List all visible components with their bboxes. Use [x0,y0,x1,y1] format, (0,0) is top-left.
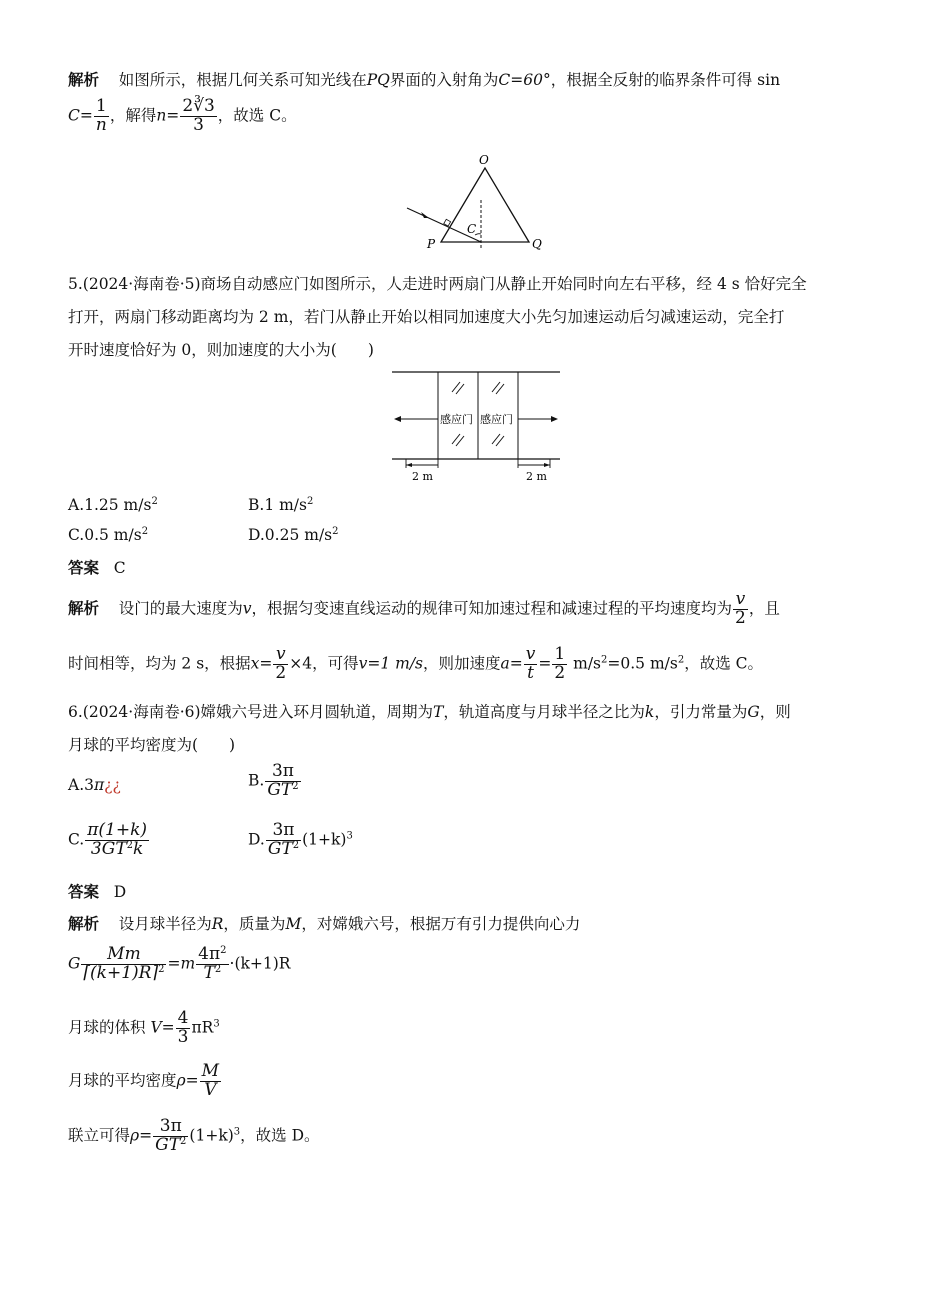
frac-num: 3π [266,822,301,841]
sup: 3 [213,1018,220,1030]
q4-den-3: 3 [193,114,204,135]
q6-stem-line1 [68,700,791,722]
q5-option-a-text: A.1.25 m/s [68,496,152,514]
q6-k: k [644,703,655,721]
dim-left-arrow [406,463,412,467]
sup: 2 [220,945,227,956]
q5-analysis-1b: ，根据匀变速直线运动的规律可知加速过程和减速过程的平均速度均为 [251,599,733,618]
analysis-label: 解析 [68,599,100,618]
sup: 2 [158,963,165,975]
q5-option-c[interactable] [68,526,148,544]
sup: 2 [601,654,608,666]
q6-G: G [747,703,760,721]
q5-analysis-line2 [68,646,763,683]
frac-den: T [203,962,215,983]
q4-choose: ，故选 C。 [217,106,297,125]
frac-den: GT [155,1134,181,1155]
label-Q: Q [532,237,542,251]
q6-answer-value: D [113,883,127,901]
q6-final [68,1118,320,1155]
q6-line1c: ，引力常量为 [654,703,748,721]
door-figure [388,364,563,486]
q5-analysis-1a: 设门的最大速度为 [118,599,243,618]
M: M [285,915,302,933]
frac-num: 1 [554,644,566,664]
frac-den: 2 [275,662,287,683]
sup: 2 [292,839,300,851]
q4-text-a: 如图所示，根据几何关系可知光线在 [118,71,367,89]
frac-num: v [525,644,536,664]
frac-num: π(1+k) [87,820,148,840]
sup: 2 [151,496,158,507]
sup: 2 [306,496,314,507]
q6-option-b-text: B. [248,771,265,790]
q4-analysis-line2 [68,98,297,135]
q5-stem-line3: 开时速度恰好为 0，则加速度的大小为( ) [68,341,374,359]
sup: 2 [180,1135,187,1147]
q4-cube-root: ∛3 [193,96,215,116]
q5-option-d[interactable] [248,526,339,544]
final-tail: (1+k) [189,1126,234,1145]
dim-right-label: 2 m [526,470,547,483]
sup: 2 [141,526,149,537]
q5-choose: ，故选 C。 [684,654,764,673]
q4-frac-num: 1 [94,98,109,117]
density-label: 月球的平均密度 [68,1071,177,1090]
sup: 3 [233,1126,241,1138]
rho-eq: ρ= [176,1071,199,1090]
answer-label: 答案 [68,559,100,577]
label-C: C [467,222,477,236]
final-choose: ，故选 D。 [240,1126,320,1145]
garbled-glyphs: ¿¿ [104,776,121,794]
frac-den: 3 [177,1026,189,1047]
arrow-right-head [551,416,558,422]
label-O: O [479,153,489,167]
q6-option-c[interactable] [68,822,150,859]
q5-option-d-text: D.0.25 m/s [248,526,333,544]
q5-frac-vt [524,646,538,683]
q5-answer [68,556,126,578]
q5-option-c-text: C.0.5 m/s [68,526,142,544]
label-P: P [427,237,436,251]
q6-option-b[interactable] [248,763,302,800]
q4-frac-den: n [95,114,107,135]
frac-den: 2 [735,607,746,628]
equals: = [538,654,552,673]
q4-analysis-line1 [68,68,780,90]
q5-option-b[interactable] [248,496,313,514]
q6-frac-gravity [81,946,166,983]
q6-frac-b [265,763,300,800]
q5-option-a[interactable] [68,496,158,514]
q5-x-eq: x= [250,654,273,673]
q5-v-eq: v=1 m/s [358,654,424,673]
frac-num: M [201,1061,220,1081]
q4-frac-1n [94,98,109,135]
q5-frac-12 [552,646,567,683]
frac-den: GT [267,779,293,800]
frac-den: GT [267,838,293,859]
q5-v: v [242,599,252,618]
q5-unit: m/s [573,654,602,673]
prism-triangle [441,168,529,242]
sup: 2 [214,963,222,975]
q5-stem-line1: 5.(2024·海南卷·5)商场自动感应门如图所示，人走进时两扇门从静止开始同时向左右平移，经 4 s 恰好完全 [68,275,807,293]
q5-frac-v2 [733,591,748,628]
q5-answer-value: C [113,559,126,577]
answer-label: 答案 [68,883,100,901]
q6-analysis-line1 [68,912,580,934]
analysis-label: 解析 [68,915,100,933]
q6-frac-final [153,1118,188,1155]
R: R [211,915,224,933]
q6-frac-4pi2 [196,946,228,983]
q6-analysis-c: ，对嫦娥六号，根据万有引力提供向心力 [301,915,581,933]
frac-num: v [276,644,286,664]
q6-equation-gravity [68,946,290,983]
q4-solve: ，解得 [109,106,157,125]
q5-times4: ×4，可得 [289,654,359,673]
q5-analysis-line1 [68,591,780,628]
frac-num: v [735,589,746,609]
sup: 2 [126,839,134,851]
q6-frac-MV [200,1063,221,1100]
frac-num: Mm [107,944,141,964]
frac-den: V [204,1079,217,1100]
eq-tail: ·(k+1)R [229,954,291,973]
q6-option-d[interactable] [248,822,353,859]
q6-density [68,1063,222,1100]
q6-option-a-text: A.3 [68,776,94,794]
dim-left-label: 2 m [412,470,433,483]
q6-stem-line2: 月球的平均密度为( ) [68,736,236,754]
q4-text-b: 界面的入射角为 [389,71,499,89]
arrow-left-head [394,416,401,422]
frac-num: 4 [177,1008,189,1028]
frac-num: 4π [198,944,221,964]
frac-den: 3GT [90,838,127,859]
one-plus-k: (1+k) [302,830,347,849]
q4-num-2: 2 [182,96,194,116]
q5-result: =0.5 m/s [607,654,678,673]
rho-eq: ρ= [130,1126,153,1145]
q6-option-a[interactable] [68,776,121,794]
q5-analysis-2b: ，则加速度 [423,654,501,673]
q6-analysis-b: ，质量为 [223,915,286,933]
q5-frac-v2b [273,646,288,683]
q6-frac-c [85,822,149,859]
door-right-label: 感应门 [480,413,513,426]
q6-option-c-text: C. [68,830,85,849]
piR: πR [191,1018,214,1037]
q6-analysis: 设月球半径为 [118,915,212,933]
G: G [68,954,81,973]
q4-c-eq: C= [68,106,93,125]
q5-a-eq: a= [500,654,523,673]
sup: 3 [346,830,353,842]
q4-c60: C=60° [498,71,551,89]
prism-figure [395,150,560,255]
q5-analysis-2a: 时间相等，均为 2 s，根据 [68,654,251,673]
final-label: 联立可得 [68,1126,131,1145]
dim-right-arrow [544,463,550,467]
pi: π [93,776,105,794]
q6-line1b: ，轨道高度与月球半径之比为 [443,703,645,721]
q4-pq: PQ [366,71,390,89]
frac-den: 2 [554,662,566,683]
analysis-label: 解析 [68,71,100,89]
V-eq: V= [150,1018,175,1037]
frac-den: t [527,662,534,683]
q6-volume [68,1010,220,1047]
q4-frac-result [180,98,216,135]
q6-frac-d [266,822,301,859]
q6-frac-43 [176,1010,191,1047]
q4-text-c: ，根据全反射的临界条件可得 sin [550,71,781,89]
frac-num: 3π [153,1118,188,1137]
equals-m: =m [167,954,196,973]
volume-label: 月球的体积 [68,1018,146,1037]
sup: 2 [292,780,299,792]
q6-T: T [433,703,444,721]
frac-den: ⌈(k+1)R⌉ [83,962,159,983]
q6-line1d: ，则 [759,703,791,721]
q6-option-d-text: D. [248,830,265,849]
k: k [133,838,144,859]
sup: 2 [332,526,339,537]
q5-analysis-1c: ，且 [748,599,780,618]
sup: 2 [677,654,685,666]
frac-num: 3π [265,763,300,782]
q4-n-eq: n= [156,106,180,125]
q6-line1: 6.(2024·海南卷·6)嫦娥六号进入环月圆轨道，周期为 [68,703,434,721]
q5-stem-line2: 打开，两扇门移动距离均为 2 m，若门从静止开始以相同加速度大小先匀加速运动后匀减速运动，完全打 [68,308,785,326]
q6-answer [68,880,126,902]
door-left-label: 感应门 [440,413,473,426]
q5-option-b-text: B.1 m/s [248,496,307,514]
